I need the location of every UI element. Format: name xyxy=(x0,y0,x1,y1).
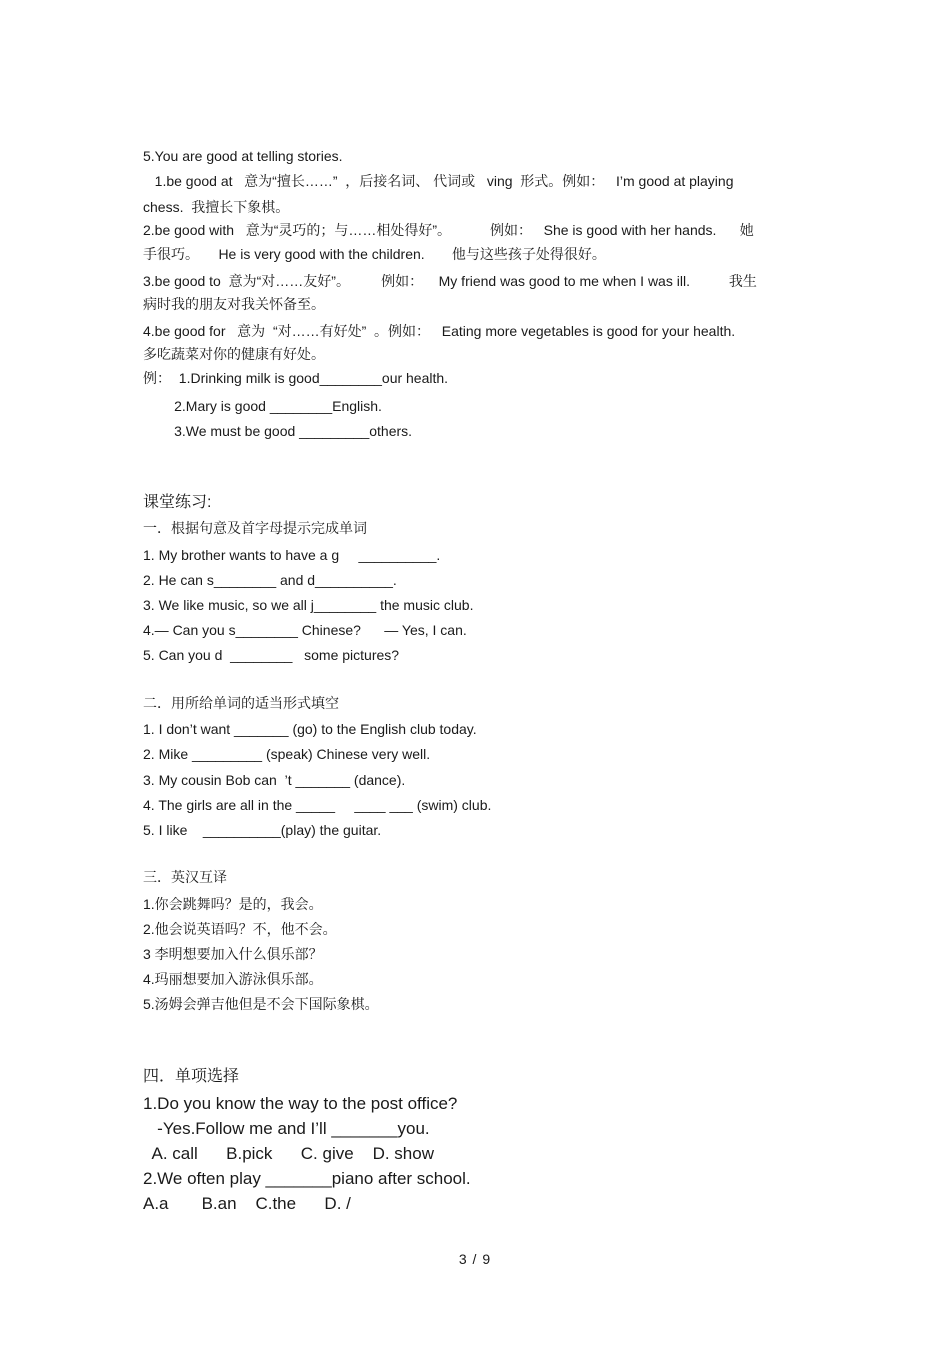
note-line: 1.be good at 意为“擅长……” ，后接名词、 代词或 ving 形式。例如： I’m good at playing xyxy=(143,173,734,189)
question-line: -Yes.Follow me and I’ll _______you. xyxy=(143,1119,430,1138)
section-title: 二．用所给单词的适当形式填空 xyxy=(143,695,339,711)
exercise-item: 1. My brother wants to have a g __________. xyxy=(143,547,441,563)
example-line: 2.Mary is good ________English. xyxy=(143,398,382,414)
exercise-item: 5. Can you d ________ some pictures? xyxy=(143,647,400,663)
note-line: 病时我的朋友对我关怀备至。 xyxy=(143,296,325,312)
exercise-item: 5. I like __________(play) the guitar. xyxy=(143,822,382,838)
section-title: 三．英汉互译 xyxy=(143,869,227,885)
example-line: 例： 1.Drinking milk is good________our health. xyxy=(143,370,449,386)
exercise-item: 4.玛丽想要加入游泳俱乐部。 xyxy=(143,971,323,987)
exercise-item: 2. He can s________ and d__________. xyxy=(143,572,397,588)
note-line: 3.be good to 意为“对……友好”。 例如： My friend was good to me when I was ill. 我生 xyxy=(143,273,757,289)
example-line: 3.We must be good _________others. xyxy=(143,423,413,439)
question-line: 2.We often play _______piano after school. xyxy=(143,1169,471,1188)
note-line: 2.be good with 意为“灵巧的；与……相处得好”。 例如： She is good with her hands. 她 xyxy=(143,222,754,238)
exercise-item: 1.你会跳舞吗？是的，我会。 xyxy=(143,896,323,912)
exercise-item: 5.汤姆会弹吉他但是不会下国际象棋。 xyxy=(143,996,379,1012)
section-title: 四．单项选择 xyxy=(143,1068,240,1085)
question-line: 1.Do you know the way to the post office? xyxy=(143,1094,458,1113)
practice-title: 课堂练习: xyxy=(143,494,212,511)
note-line: 5.You are good at telling stories. xyxy=(143,148,343,164)
page-number: 3 / 9 xyxy=(458,1251,492,1267)
note-line: chess. 我擅长下象棋。 xyxy=(143,199,290,215)
note-line: 多吃蔬菜对你的健康有好处。 xyxy=(143,346,325,362)
exercise-item: 3 李明想要加入什么俱乐部？ xyxy=(143,946,323,962)
exercise-item: 2. Mike _________ (speak) Chinese very well. xyxy=(143,746,431,762)
option-line: A.a B.an C.the D. / xyxy=(143,1194,351,1213)
exercise-item: 3. My cousin Bob can ’t _______ (dance). xyxy=(143,772,406,788)
exercise-item: 1. I don’t want _______ (go) to the English club today. xyxy=(143,721,477,737)
note-line: 手很巧。 He is very good with the children. 他与这些孩子处得很好。 xyxy=(143,246,606,262)
section-title: 一．根据句意及首字母提示完成单词 xyxy=(143,520,367,536)
exercise-item: 4. The girls are all in the _____ ____ ___ (swim) club. xyxy=(143,797,492,813)
option-line: A. call B.pick C. give D. show xyxy=(143,1144,434,1163)
exercise-item: 4.— Can you s________ Chinese? — Yes, I can. xyxy=(143,622,467,638)
exercise-item: 2.他会说英语吗？不，他不会。 xyxy=(143,921,337,937)
note-line: 4.be good for 意为 “对……有好处” 。例如： Eating more vegetables is good for your health. xyxy=(143,323,736,339)
exercise-item: 3. We like music, so we all j________ the music club. xyxy=(143,597,474,613)
